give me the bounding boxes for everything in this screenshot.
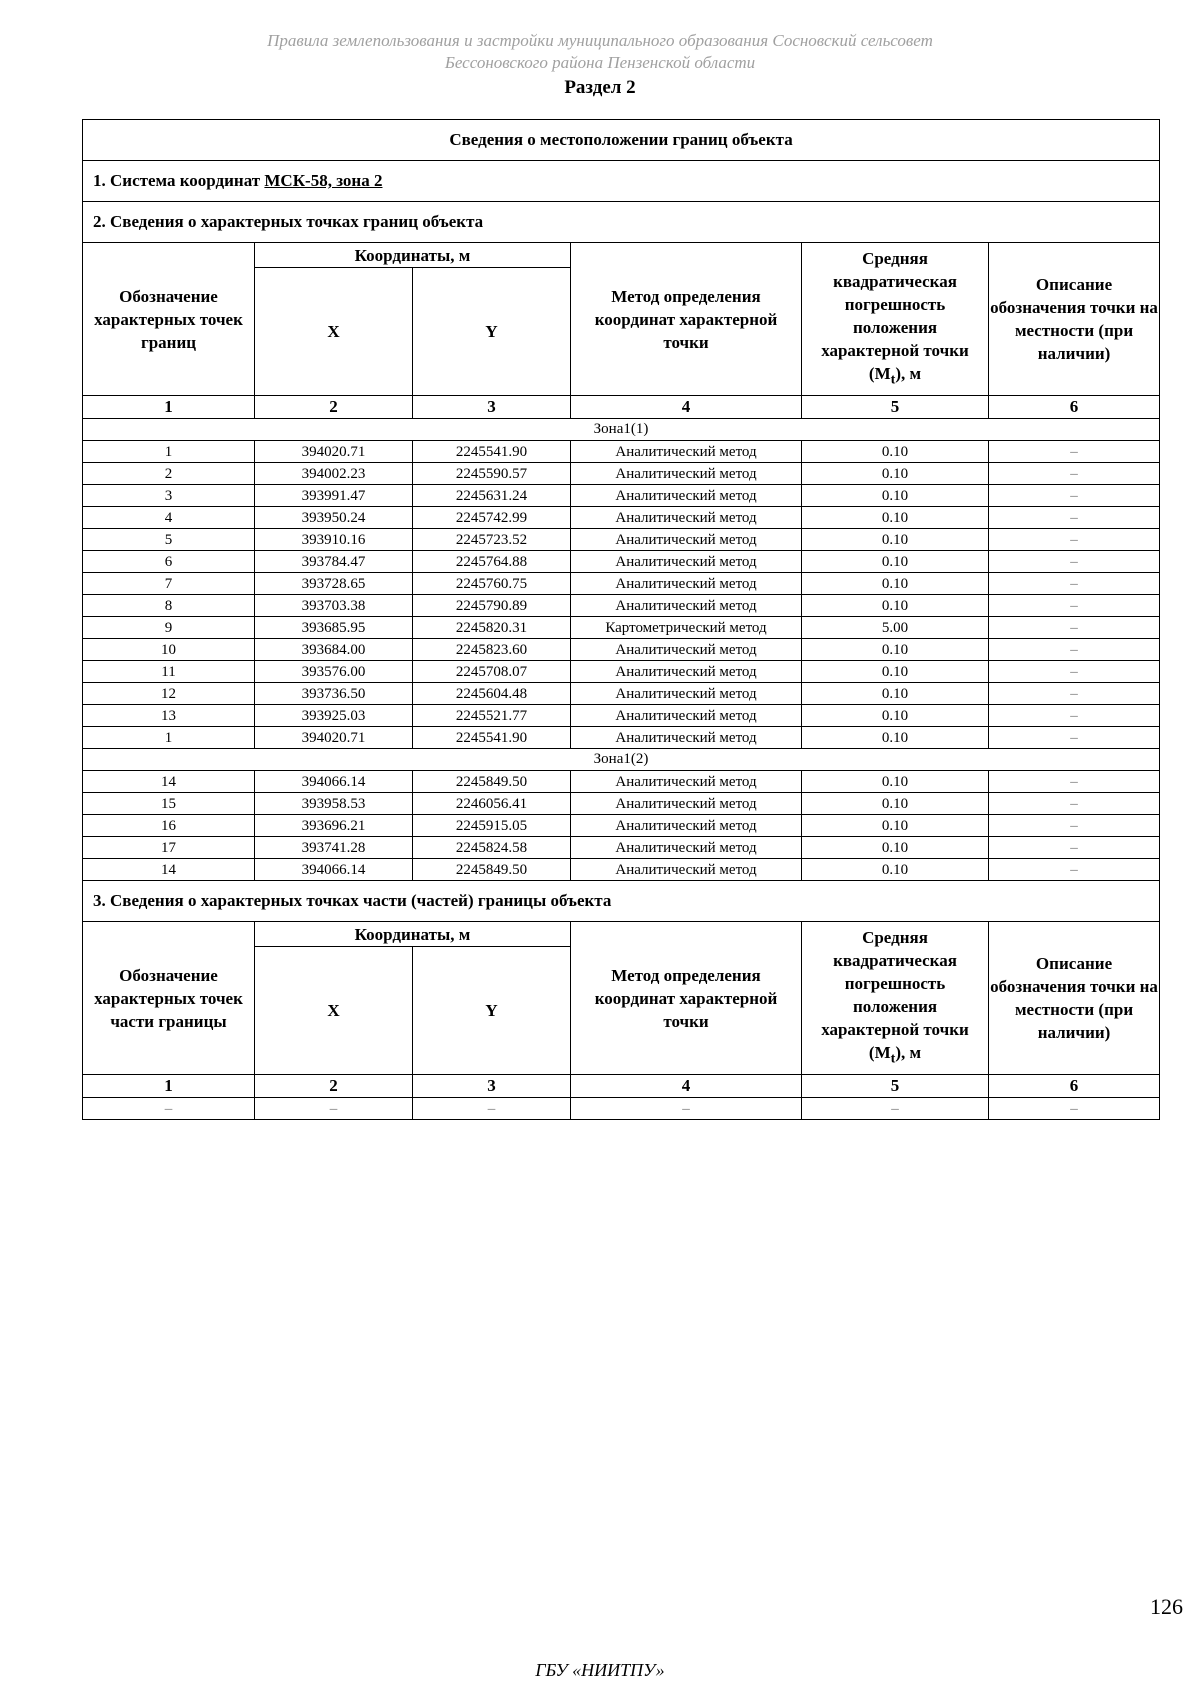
y-coord-cell: – xyxy=(413,1098,571,1120)
point-id-cell: 10 xyxy=(83,639,255,661)
col-header-x: X xyxy=(255,947,413,1075)
point-id-cell: – xyxy=(83,1098,255,1120)
method-cell: Аналитический метод xyxy=(571,815,802,837)
y-coord-cell: 2245604.48 xyxy=(413,683,571,705)
point-id-cell: 15 xyxy=(83,793,255,815)
description-cell: – xyxy=(989,529,1160,551)
table-row xyxy=(83,617,1160,639)
method-cell: Аналитический метод xyxy=(571,595,802,617)
col-header-y: Y xyxy=(413,947,571,1075)
x-coord-cell: 394002.23 xyxy=(255,463,413,485)
y-coord-cell: 2245915.05 xyxy=(413,815,571,837)
col-header-x: X xyxy=(255,268,413,396)
y-coord-cell: 2245590.57 xyxy=(413,463,571,485)
section-title: Раздел 2 xyxy=(564,77,636,98)
page-number: 126 xyxy=(1150,1594,1183,1619)
error-cell: – xyxy=(802,1098,989,1120)
table-title: Сведения о местоположении границ объекта xyxy=(83,120,1160,161)
x-coord-cell: – xyxy=(255,1098,413,1120)
description-cell: – xyxy=(989,573,1160,595)
description-cell: – xyxy=(989,661,1160,683)
table-row xyxy=(83,859,1160,881)
method-cell: Аналитический метод xyxy=(571,683,802,705)
col-header-error-text: Средняя квадратическая погрешность положения характерной точки (M xyxy=(821,248,969,383)
point-id-cell: 1 xyxy=(83,441,255,463)
table-row xyxy=(83,639,1160,661)
boundary-table xyxy=(82,119,1160,1120)
section-3-title: 3. Сведения о характерных точках части (частей) границы объекта xyxy=(83,881,1160,922)
table-row xyxy=(83,573,1160,595)
y-coord-cell: 2245708.07 xyxy=(413,661,571,683)
y-coord-cell: 2245764.88 xyxy=(413,551,571,573)
zone-row xyxy=(83,419,1160,441)
y-coord-cell: 2245541.90 xyxy=(413,441,571,463)
y-coord-cell: 2246056.41 xyxy=(413,793,571,815)
col-header-y: Y xyxy=(413,268,571,396)
method-cell: – xyxy=(571,1098,802,1120)
method-cell: Аналитический метод xyxy=(571,661,802,683)
table-row xyxy=(83,815,1160,837)
method-cell: Аналитический метод xyxy=(571,485,802,507)
point-id-cell: 11 xyxy=(83,661,255,683)
col-header-error-subscript: t xyxy=(890,1050,896,1067)
error-cell: 0.10 xyxy=(802,529,989,551)
col-header-error xyxy=(802,922,989,1075)
col-number: 2 xyxy=(255,1075,413,1098)
col-header-description: Описание обозначения точки на местности (при наличии) xyxy=(989,243,1160,396)
zone-label: Зона1(1) xyxy=(83,419,1160,441)
point-id-cell: 9 xyxy=(83,617,255,639)
col-number: 4 xyxy=(571,396,802,419)
description-cell: – xyxy=(989,617,1160,639)
description-cell: – xyxy=(989,683,1160,705)
x-coord-cell: 393696.21 xyxy=(255,815,413,837)
table-row xyxy=(83,529,1160,551)
section-2-title: 2. Сведения о характерных точках границ объекта xyxy=(83,202,1160,243)
error-cell: 0.10 xyxy=(802,859,989,881)
x-coord-cell: 394020.71 xyxy=(255,727,413,749)
table-row xyxy=(83,441,1160,463)
x-coord-cell: 393685.95 xyxy=(255,617,413,639)
table-row xyxy=(83,705,1160,727)
col-header-method: Метод определения координат характерной точки xyxy=(571,243,802,396)
x-coord-cell: 393736.50 xyxy=(255,683,413,705)
y-coord-cell: 2245820.31 xyxy=(413,617,571,639)
col-number: 5 xyxy=(802,396,989,419)
error-cell: 0.10 xyxy=(802,771,989,793)
method-cell: Картометрический метод xyxy=(571,617,802,639)
y-coord-cell: 2245849.50 xyxy=(413,771,571,793)
x-coord-cell: 393728.65 xyxy=(255,573,413,595)
table-row xyxy=(83,683,1160,705)
table-row xyxy=(83,551,1160,573)
x-coord-cell: 393925.03 xyxy=(255,705,413,727)
description-cell: – xyxy=(989,815,1160,837)
coordinate-system-value: МСК-58, зона 2 xyxy=(264,171,383,190)
point-id-cell: 12 xyxy=(83,683,255,705)
description-cell: – xyxy=(989,705,1160,727)
method-cell: Аналитический метод xyxy=(571,793,802,815)
col-number: 6 xyxy=(989,1075,1160,1098)
col-header-coords: Координаты, м xyxy=(255,922,571,947)
error-cell: 0.10 xyxy=(802,727,989,749)
method-cell: Аналитический метод xyxy=(571,859,802,881)
point-id-cell: 5 xyxy=(83,529,255,551)
col-header-description: Описание обозначения точки на местности (при наличии) xyxy=(989,922,1160,1075)
error-cell: 0.10 xyxy=(802,463,989,485)
coordinate-system-label: 1. Система координат xyxy=(93,171,265,190)
col-number: 1 xyxy=(83,396,255,419)
zone-label: Зона1(2) xyxy=(83,749,1160,771)
col-header-error-text: Средняя квадратическая погрешность положения характерной точки (M xyxy=(821,927,969,1062)
document-header-line1: Правила землепользования и застройки муниципального образования Сосновский сельсовет xyxy=(267,31,933,50)
x-coord-cell: 394020.71 xyxy=(255,441,413,463)
x-coord-cell: 393910.16 xyxy=(255,529,413,551)
table-row xyxy=(83,1098,1160,1120)
point-id-cell: 3 xyxy=(83,485,255,507)
col-header-error-subscript: t xyxy=(890,371,896,388)
column-numbers-row xyxy=(83,396,1160,419)
y-coord-cell: 2245760.75 xyxy=(413,573,571,595)
zone-row xyxy=(83,749,1160,771)
description-cell: – xyxy=(989,859,1160,881)
y-coord-cell: 2245849.50 xyxy=(413,859,571,881)
y-coord-cell: 2245823.60 xyxy=(413,639,571,661)
col-number: 3 xyxy=(413,1075,571,1098)
col-header-error-unit: ), м xyxy=(895,363,922,383)
error-cell: 0.10 xyxy=(802,661,989,683)
col-header-error xyxy=(802,243,989,396)
error-cell: 0.10 xyxy=(802,705,989,727)
y-coord-cell: 2245824.58 xyxy=(413,837,571,859)
method-cell: Аналитический метод xyxy=(571,529,802,551)
method-cell: Аналитический метод xyxy=(571,639,802,661)
method-cell: Аналитический метод xyxy=(571,551,802,573)
description-cell: – xyxy=(989,1098,1160,1120)
point-id-cell: 14 xyxy=(83,859,255,881)
method-cell: Аналитический метод xyxy=(571,837,802,859)
method-cell: Аналитический метод xyxy=(571,727,802,749)
y-coord-cell: 2245742.99 xyxy=(413,507,571,529)
description-cell: – xyxy=(989,727,1160,749)
description-cell: – xyxy=(989,771,1160,793)
col-number: 3 xyxy=(413,396,571,419)
y-coord-cell: 2245541.90 xyxy=(413,727,571,749)
y-coord-cell: 2245790.89 xyxy=(413,595,571,617)
coordinate-system-row xyxy=(83,161,1160,202)
method-cell: Аналитический метод xyxy=(571,463,802,485)
table-row xyxy=(83,727,1160,749)
col-header-coords: Координаты, м xyxy=(255,243,571,268)
table-row xyxy=(83,793,1160,815)
col-header-error-unit: ), м xyxy=(895,1042,922,1062)
method-cell: Аналитический метод xyxy=(571,771,802,793)
description-cell: – xyxy=(989,595,1160,617)
point-id-cell: 16 xyxy=(83,815,255,837)
x-coord-cell: 393991.47 xyxy=(255,485,413,507)
description-cell: – xyxy=(989,507,1160,529)
col-number: 5 xyxy=(802,1075,989,1098)
table-row xyxy=(83,661,1160,683)
x-coord-cell: 393684.00 xyxy=(255,639,413,661)
col-header-points-part: Обозначение характерных точек части границы xyxy=(83,922,255,1075)
point-id-cell: 4 xyxy=(83,507,255,529)
x-coord-cell: 393576.00 xyxy=(255,661,413,683)
col-number: 2 xyxy=(255,396,413,419)
table-row xyxy=(83,595,1160,617)
error-cell: 0.10 xyxy=(802,551,989,573)
col-number: 6 xyxy=(989,396,1160,419)
x-coord-cell: 393958.53 xyxy=(255,793,413,815)
method-cell: Аналитический метод xyxy=(571,705,802,727)
point-id-cell: 8 xyxy=(83,595,255,617)
point-id-cell: 2 xyxy=(83,463,255,485)
table-row xyxy=(83,507,1160,529)
error-cell: 0.10 xyxy=(802,639,989,661)
col-number: 1 xyxy=(83,1075,255,1098)
description-cell: – xyxy=(989,463,1160,485)
table-row xyxy=(83,485,1160,507)
error-cell: 0.10 xyxy=(802,683,989,705)
point-id-cell: 14 xyxy=(83,771,255,793)
description-cell: – xyxy=(989,793,1160,815)
table-row xyxy=(83,771,1160,793)
document-header-line2: Бессоновского района Пензенской области xyxy=(444,53,756,72)
description-cell: – xyxy=(989,639,1160,661)
footer-organization: ГБУ «НИИТПУ» xyxy=(535,1660,665,1680)
col-header-method: Метод определения координат характерной точки xyxy=(571,922,802,1075)
error-cell: 0.10 xyxy=(802,507,989,529)
x-coord-cell: 394066.14 xyxy=(255,771,413,793)
col-header-points: Обозначение характерных точек границ xyxy=(83,243,255,396)
x-coord-cell: 393703.38 xyxy=(255,595,413,617)
table-row xyxy=(83,837,1160,859)
point-id-cell: 17 xyxy=(83,837,255,859)
error-cell: 0.10 xyxy=(802,485,989,507)
y-coord-cell: 2245521.77 xyxy=(413,705,571,727)
y-coord-cell: 2245723.52 xyxy=(413,529,571,551)
error-cell: 5.00 xyxy=(802,617,989,639)
error-cell: 0.10 xyxy=(802,573,989,595)
column-numbers-row xyxy=(83,1075,1160,1098)
method-cell: Аналитический метод xyxy=(571,573,802,595)
error-cell: 0.10 xyxy=(802,595,989,617)
description-cell: – xyxy=(989,485,1160,507)
y-coord-cell: 2245631.24 xyxy=(413,485,571,507)
description-cell: – xyxy=(989,441,1160,463)
method-cell: Аналитический метод xyxy=(571,507,802,529)
description-cell: – xyxy=(989,837,1160,859)
col-number: 4 xyxy=(571,1075,802,1098)
x-coord-cell: 393784.47 xyxy=(255,551,413,573)
method-cell: Аналитический метод xyxy=(571,441,802,463)
error-cell: 0.10 xyxy=(802,815,989,837)
description-cell: – xyxy=(989,551,1160,573)
error-cell: 0.10 xyxy=(802,837,989,859)
point-id-cell: 6 xyxy=(83,551,255,573)
point-id-cell: 13 xyxy=(83,705,255,727)
x-coord-cell: 393950.24 xyxy=(255,507,413,529)
x-coord-cell: 394066.14 xyxy=(255,859,413,881)
error-cell: 0.10 xyxy=(802,793,989,815)
x-coord-cell: 393741.28 xyxy=(255,837,413,859)
table-row xyxy=(83,463,1160,485)
point-id-cell: 7 xyxy=(83,573,255,595)
point-id-cell: 1 xyxy=(83,727,255,749)
error-cell: 0.10 xyxy=(802,441,989,463)
